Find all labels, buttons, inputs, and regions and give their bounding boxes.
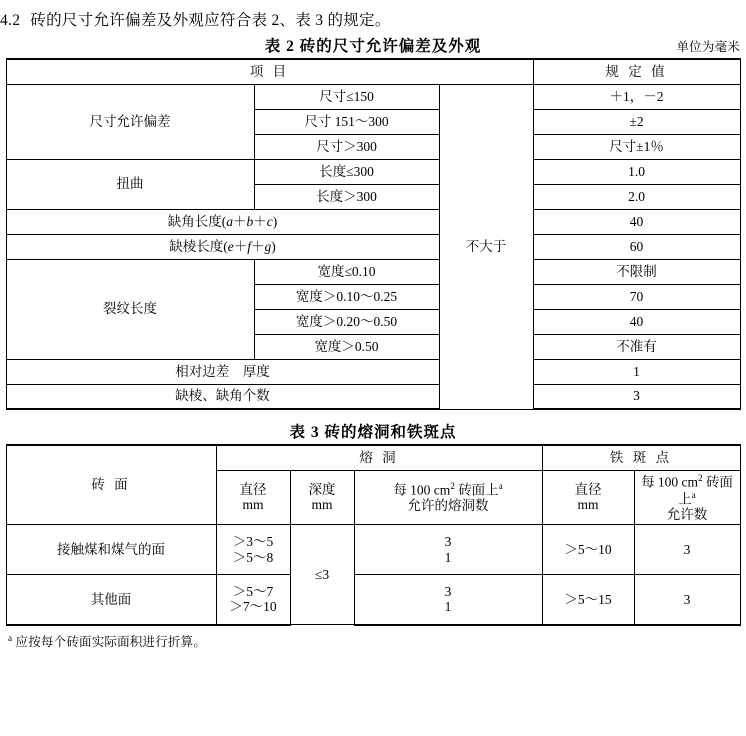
label-line2: mm — [577, 497, 599, 513]
table3-row-hole-depth: ≤3 — [290, 525, 354, 625]
table3-subheader-spot-count: 每 100 $cm^2$ 砖面上$^a$ 允许数 — [634, 470, 740, 525]
table2-row-name: 裂纹长度 — [6, 259, 254, 359]
table-row — [6, 259, 740, 284]
value-line2: 1 — [444, 549, 452, 565]
table-row — [6, 84, 740, 109]
table3-row-hole-diameter — [216, 575, 290, 625]
table-row — [6, 525, 740, 575]
table2-header-item: 项 目 — [6, 59, 533, 84]
table-row — [6, 359, 740, 384]
table2-row-name: 缺棱、缺角个数 — [6, 384, 439, 409]
table2-row-name: 扭曲 — [6, 159, 254, 209]
value-line2: ＞7～10 — [229, 599, 277, 615]
table3 — [6, 444, 741, 626]
table2-unit-note: 单位为毫米 — [676, 40, 740, 54]
table2-row-name: 尺寸允许偏差 — [6, 84, 254, 159]
table3-row-spot-diameter: ＞5～15 — [542, 575, 634, 625]
label-line1a: 每 100 cm — [641, 474, 699, 489]
table-row — [6, 575, 740, 625]
table2-row-value: 1.0 — [533, 159, 740, 184]
table2-row-name: 相对边差 厚度 — [6, 359, 439, 384]
table3-row-hole-diameter — [216, 525, 290, 575]
table2-row-sub: 尺寸≤150 — [254, 84, 439, 109]
table2-row-value: 2.0 — [533, 184, 740, 209]
table2-header-value: 规 定 值 — [533, 59, 740, 84]
table2-header-row — [6, 59, 740, 84]
table2-caption-row — [0, 34, 746, 56]
table3-row-hole-count — [354, 575, 542, 625]
table2-row-value: 不限制 — [533, 259, 740, 284]
table3-subheader-hole-diameter — [216, 470, 290, 525]
table2-mid-label: 不大于 — [439, 84, 533, 409]
table2-row-sub: 宽度＞0.50 — [254, 334, 439, 359]
table3-subheader-hole-depth — [290, 470, 354, 525]
document-page — [0, 8, 746, 736]
table2-row-sub: 尺寸＞300 — [254, 134, 439, 159]
table-row — [6, 384, 740, 409]
label-line2: 允许的熔洞数 — [407, 498, 489, 514]
table2-row-value: 40 — [533, 209, 740, 234]
table2-row-value: 1 — [533, 359, 740, 384]
clause-number: 4.2 — [0, 12, 21, 29]
table2-row-name: 缺棱长度(e＋f＋g) — [6, 234, 439, 259]
label-line1b: 砖面上 — [678, 474, 733, 507]
table3-footnote — [8, 632, 746, 650]
label-line1: 直径 — [574, 481, 602, 497]
table2-row-sub: 宽度≤0.10 — [254, 259, 439, 284]
table2-row-value: 70 — [533, 284, 740, 309]
table3-header-hole: 熔 洞 — [216, 445, 542, 470]
table3-caption: 表 3 砖的熔洞和铁斑点 — [289, 424, 457, 441]
footnote-text: 应按每个砖面实际面积进行折算。 — [15, 634, 207, 649]
value-line2: ＞5～8 — [232, 549, 274, 565]
label-line2: mm — [242, 497, 264, 513]
value-line1: ＞3～5 — [232, 534, 274, 550]
table-row — [6, 159, 740, 184]
table2-row-value: 40 — [533, 309, 740, 334]
table2-row-sub: 长度＞300 — [254, 184, 439, 209]
table2-row-sub: 宽度＞0.10～0.25 — [254, 284, 439, 309]
value-line1: 3 — [444, 583, 452, 599]
table2-row-sub: 宽度＞0.20～0.50 — [254, 309, 439, 334]
table3-header-spot: 铁 斑 点 — [542, 445, 740, 470]
table2-row-value: 尺寸±1％ — [533, 134, 740, 159]
value-line2: 1 — [444, 599, 452, 615]
value-line1: 3 — [444, 534, 452, 550]
table2-row-value: ±2 — [533, 109, 740, 134]
table2-row-sub: 长度≤300 — [254, 159, 439, 184]
table2-caption: 表 2 砖的尺寸允许偏差及外观 — [264, 38, 482, 55]
table3-caption-row — [0, 420, 746, 442]
label-line1: 深度 — [308, 481, 336, 497]
table-row — [6, 234, 740, 259]
table2-row-name: 缺角长度(a＋b＋c) — [6, 209, 439, 234]
table2-row-value: 3 — [533, 384, 740, 409]
table3-row-spot-count: 3 — [634, 575, 740, 625]
label-line1: 直径 — [239, 481, 267, 497]
table3-row-spot-count: 3 — [634, 525, 740, 575]
label-line2: 允许数 — [666, 506, 708, 522]
table3-row-spot-diameter: ＞5～10 — [542, 525, 634, 575]
table3-header-face: 砖 面 — [6, 445, 216, 525]
clause-paragraph — [0, 8, 746, 30]
table3-subheader-spot-diameter — [542, 470, 634, 525]
label-line1a: 每 100 cm — [393, 482, 451, 498]
value-line1: ＞5～7 — [232, 583, 274, 599]
table3-row-face: 其他面 — [6, 575, 216, 625]
table2-row-value: 不准有 — [533, 334, 740, 359]
label-line1b: 砖面上 — [454, 482, 499, 498]
table2-row-sub: 尺寸 151～300 — [254, 109, 439, 134]
clause-text: 砖的尺寸允许偏差及外观应符合表 2、表 3 的规定。 — [30, 12, 391, 29]
table3-subheader-hole-count: 每 100 $cm^2$ 砖面上$^a$ 允许的熔洞数 — [354, 470, 542, 525]
table3-row-hole-count — [354, 525, 542, 575]
table-row — [6, 209, 740, 234]
table3-group-header-row — [6, 445, 740, 470]
table2-row-value: 60 — [533, 234, 740, 259]
footnote-marker: a — [8, 632, 13, 643]
label-line2: mm — [311, 497, 333, 513]
table3-row-face: 接触煤和煤气的面 — [6, 525, 216, 575]
table2-row-value: ＋1，－2 — [533, 84, 740, 109]
table2 — [6, 58, 741, 410]
